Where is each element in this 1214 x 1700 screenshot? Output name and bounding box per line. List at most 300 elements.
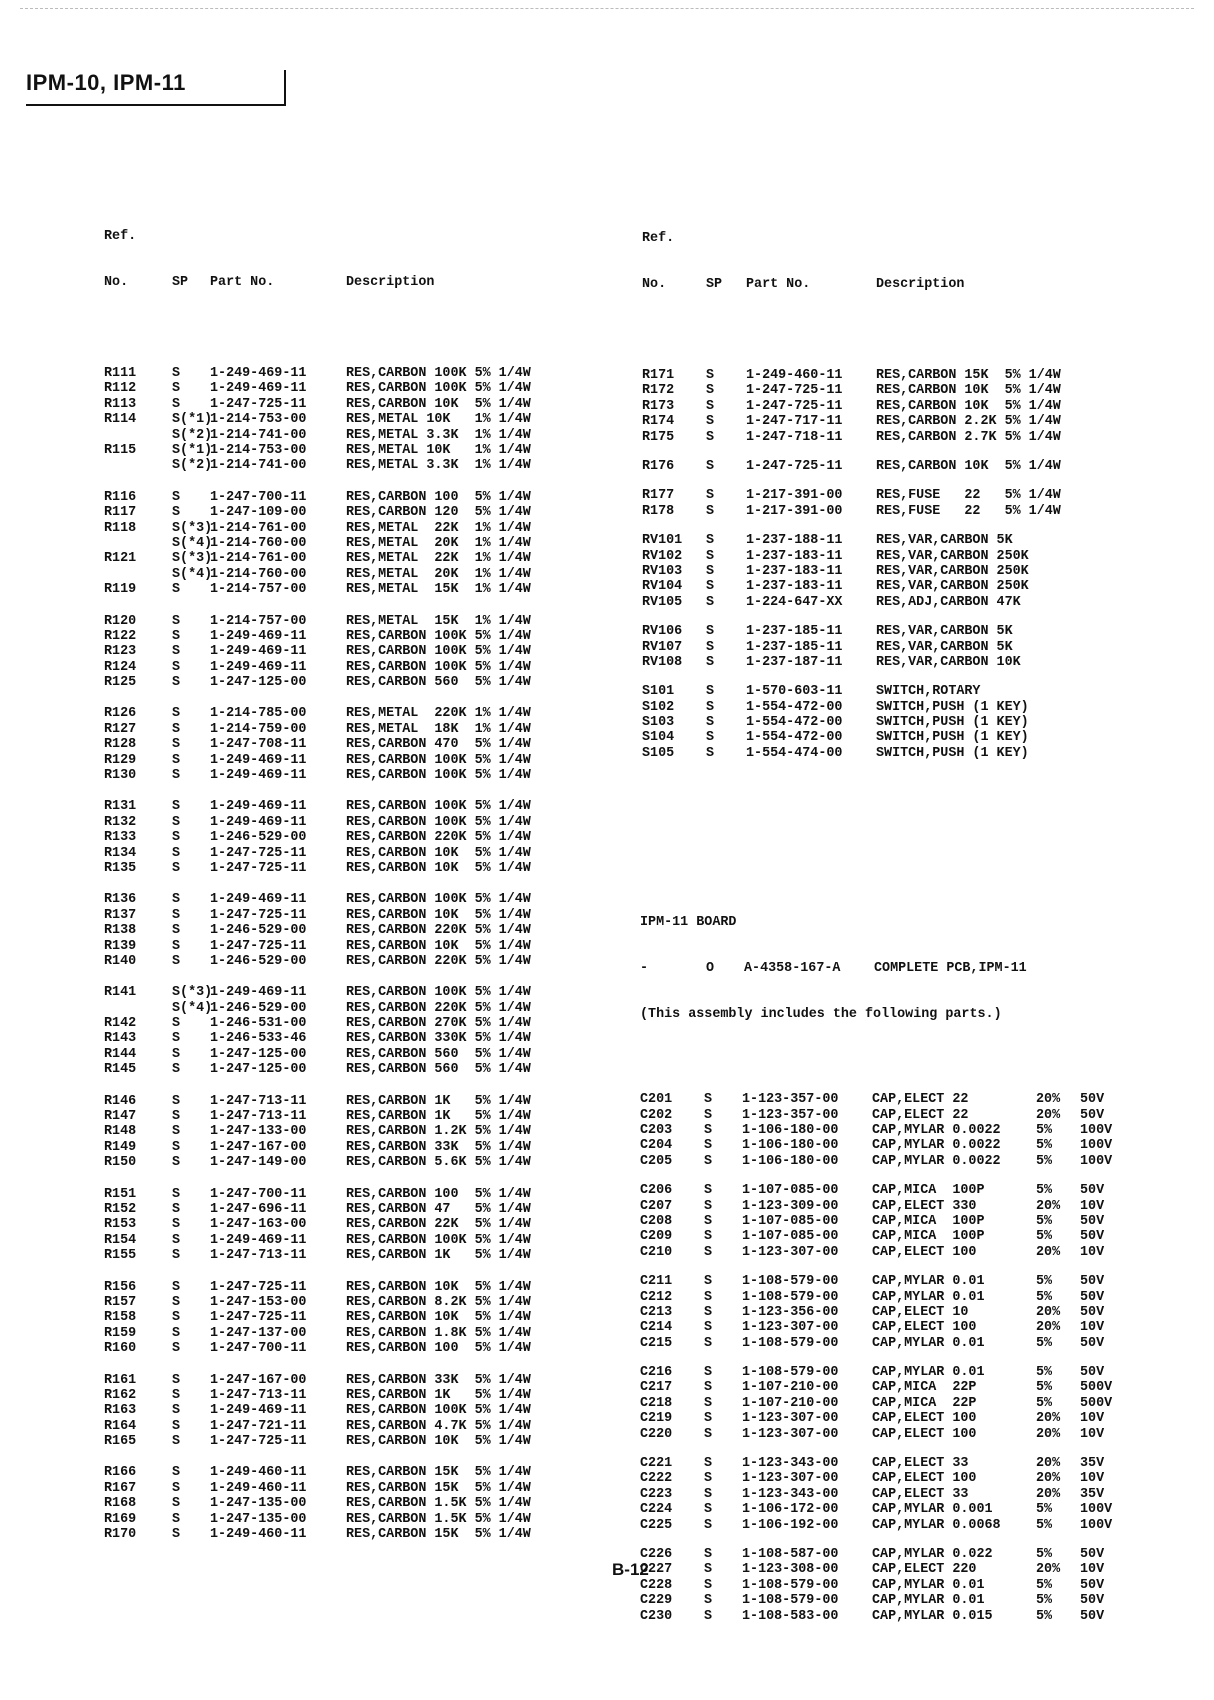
part-row — [104, 1480, 531, 1496]
description: RES,CARBON 1.5K 5% 1/4W — [346, 1496, 531, 1512]
sp: S — [706, 654, 715, 670]
description: RES,CARBON 2.2K 5% 1/4W — [876, 414, 1061, 430]
part-no: 1-214-757-00 — [210, 582, 307, 598]
part-no: 1-249-469-11 — [210, 628, 307, 644]
part-no: 1-247-713-11 — [210, 1387, 307, 1403]
ref-no: C213 — [640, 1304, 673, 1320]
parts-list-right — [642, 200, 1061, 777]
voltage: 100V — [1080, 1502, 1113, 1518]
part-row — [640, 1198, 1105, 1214]
description: RES,METAL 18K 1% 1/4W — [346, 721, 531, 737]
sp: S — [172, 644, 181, 660]
voltage: 10V — [1080, 1411, 1105, 1427]
description: RES,CARBON 220K 5% 1/4W — [346, 830, 531, 846]
voltage: 50V — [1080, 1183, 1105, 1199]
sp: S — [704, 1380, 713, 1396]
sp: S — [172, 938, 181, 954]
part-row — [104, 1310, 531, 1326]
part-no: 1-246-529-00 — [210, 1000, 307, 1016]
description: RES,CARBON 15K 5% 1/4W — [346, 1527, 531, 1543]
sp: S — [706, 715, 715, 731]
sp: S(*2) — [172, 458, 213, 474]
description: CAP,MYLAR 0.001 — [872, 1502, 993, 1518]
sp: S — [172, 1232, 181, 1248]
sp: S — [706, 579, 715, 595]
header-part: Part No. — [746, 277, 811, 293]
part-row — [640, 1304, 1105, 1320]
ref-no: C219 — [640, 1411, 673, 1427]
description: RES,CARBON 15K 5% 1/4W — [346, 1465, 531, 1481]
part-row — [104, 613, 531, 629]
sp: S — [172, 1403, 181, 1419]
description: RES,CARBON 10K 5% 1/4W — [346, 1279, 531, 1295]
description: RES,CARBON 560 5% 1/4W — [346, 675, 531, 691]
part-row — [640, 1593, 1105, 1609]
sp: S — [706, 368, 715, 384]
description: CAP,ELECT 330 — [872, 1198, 977, 1214]
description: RES,CARBON 470 5% 1/4W — [346, 737, 531, 753]
tolerance: 20% — [1036, 1107, 1061, 1123]
tolerance: 5% — [1036, 1123, 1053, 1139]
description: CAP,ELECT 22 — [872, 1107, 969, 1123]
voltage: 100V — [1080, 1123, 1113, 1139]
part-no: 1-237-188-11 — [746, 533, 843, 549]
tolerance: 5% — [1036, 1229, 1053, 1245]
sp: S — [706, 624, 715, 640]
part-row — [642, 579, 1029, 595]
header-desc: Description — [346, 275, 435, 291]
board-desc: COMPLETE PCB,IPM-11 — [874, 961, 1027, 977]
description: RES,CARBON 10K 5% 1/4W — [346, 1310, 531, 1326]
tolerance: 20% — [1036, 1486, 1061, 1502]
ref-no: C229 — [640, 1593, 673, 1609]
ref-no: R175 — [642, 429, 675, 445]
part-no: 1-108-587-00 — [742, 1547, 839, 1562]
description: RES,METAL 22K 1% 1/4W — [346, 551, 531, 567]
ref-no: C212 — [640, 1289, 673, 1305]
part-row — [640, 1274, 1105, 1290]
tolerance: 5% — [1036, 1183, 1053, 1199]
sp: S — [706, 639, 715, 655]
part-row — [642, 699, 1029, 715]
part-row — [642, 503, 1061, 519]
sp: S — [172, 1496, 181, 1512]
part-row — [642, 730, 1029, 746]
ref-no: R134 — [104, 845, 137, 861]
part-no: 1-108-579-00 — [742, 1274, 839, 1290]
description: CAP,MYLAR 0.01 — [872, 1289, 985, 1305]
ref-no: C224 — [640, 1502, 673, 1518]
part-row — [104, 737, 531, 753]
description: RES,CARBON 1K 5% 1/4W — [346, 1109, 531, 1125]
sp: S — [172, 752, 181, 768]
tolerance: 20% — [1036, 1198, 1061, 1214]
tolerance: 20% — [1036, 1411, 1061, 1427]
part-no: 1-106-192-00 — [742, 1517, 839, 1533]
part-no: 1-249-460-11 — [210, 1480, 307, 1496]
voltage: 10V — [1080, 1471, 1105, 1487]
description: CAP,MYLAR 0.01 — [872, 1335, 985, 1351]
sp: S — [172, 1310, 181, 1326]
sp: S — [704, 1547, 713, 1562]
part-no: 1-570-603-11 — [746, 684, 843, 700]
part-no: 1-123-356-00 — [742, 1304, 839, 1320]
description: RES,CARBON 100 5% 1/4W — [346, 1186, 531, 1202]
part-row — [642, 414, 1061, 430]
part-row — [104, 1031, 531, 1047]
part-row — [104, 1465, 531, 1481]
part-no: 1-247-700-11 — [210, 1341, 307, 1357]
tolerance: 20% — [1036, 1244, 1061, 1260]
part-no: 1-224-647-XX — [746, 594, 843, 610]
ref-no: R120 — [104, 613, 137, 629]
part-row — [104, 1139, 531, 1155]
ref-no: R171 — [642, 368, 675, 384]
ref-no: R140 — [104, 953, 137, 969]
description: CAP,ELECT 100 — [872, 1411, 977, 1427]
parts-list-left — [104, 198, 531, 1558]
part-row — [104, 505, 531, 521]
description: CAP,MYLAR 0.0068 — [872, 1517, 1001, 1533]
tolerance: 5% — [1036, 1274, 1053, 1290]
part-row — [104, 1046, 531, 1062]
part-no: 1-214-760-00 — [210, 566, 307, 582]
ref-no: R148 — [104, 1124, 137, 1140]
description: CAP,ELECT 22 — [872, 1092, 969, 1108]
voltage: 50V — [1080, 1608, 1105, 1624]
part-no: 1-249-469-11 — [210, 799, 307, 815]
part-row — [104, 520, 531, 536]
part-no: 1-247-713-11 — [210, 1248, 307, 1264]
tolerance: 5% — [1036, 1213, 1053, 1229]
description: SWITCH,PUSH (1 KEY) — [876, 730, 1029, 746]
tolerance: 5% — [1036, 1593, 1053, 1609]
ref-no: R170 — [104, 1527, 137, 1543]
part-row — [104, 1372, 531, 1388]
tolerance: 5% — [1036, 1517, 1053, 1533]
part-row — [640, 1471, 1105, 1487]
part-no: 1-214-761-00 — [210, 520, 307, 536]
part-row — [104, 644, 531, 660]
description: RES,CARBON 100 5% 1/4W — [346, 489, 531, 505]
part-no: 1-247-713-11 — [210, 1109, 307, 1125]
description: CAP,ELECT 33 — [872, 1456, 969, 1472]
part-no: 1-247-725-11 — [210, 845, 307, 861]
part-no: 1-107-210-00 — [742, 1380, 839, 1396]
ref-no: C209 — [640, 1229, 673, 1245]
description: CAP,MYLAR 0.01 — [872, 1365, 985, 1381]
part-row — [104, 675, 531, 691]
part-row — [640, 1502, 1113, 1518]
sp: S — [172, 721, 181, 737]
ref-no: R173 — [642, 398, 675, 414]
description: RES,CARBON 100K 5% 1/4W — [346, 892, 531, 908]
part-row — [640, 1123, 1113, 1139]
board-part: A-4358-167-A — [744, 961, 841, 977]
part-row — [640, 1320, 1105, 1336]
sp: S — [706, 684, 715, 700]
part-no: 1-123-307-00 — [742, 1320, 839, 1336]
tolerance: 20% — [1036, 1426, 1061, 1442]
ref-no: R166 — [104, 1465, 137, 1481]
part-row — [104, 1217, 531, 1233]
tolerance: 20% — [1036, 1320, 1061, 1336]
description: RES,CARBON 33K 5% 1/4W — [346, 1372, 531, 1388]
part-no: 1-214-741-00 — [210, 458, 307, 474]
description: RES,CARBON 100K 5% 1/4W — [346, 1232, 531, 1248]
description: CAP,MICA 100P — [872, 1229, 985, 1245]
part-row — [642, 684, 981, 700]
column-header-ref-right — [642, 231, 674, 246]
voltage: 50V — [1080, 1304, 1105, 1320]
description: CAP,MICA 100P — [872, 1183, 985, 1199]
ref-no: C210 — [640, 1244, 673, 1260]
sp: S — [706, 503, 715, 519]
sp: S — [704, 1107, 713, 1123]
sp: S — [172, 737, 181, 753]
part-row — [642, 458, 1061, 474]
part-no: 1-249-469-11 — [210, 752, 307, 768]
part-row — [104, 659, 531, 675]
ref-no: C211 — [640, 1274, 673, 1290]
header-ref: Ref. — [642, 230, 675, 246]
sp: S — [172, 830, 181, 846]
part-no: 1-247-708-11 — [210, 737, 307, 753]
part-row — [642, 429, 1061, 445]
sp: S — [706, 594, 715, 610]
part-row — [104, 458, 531, 474]
sp: S — [172, 1109, 181, 1125]
tolerance: 5% — [1036, 1547, 1053, 1562]
part-no: 1-237-183-11 — [746, 548, 843, 564]
ref-no: S102 — [642, 699, 675, 715]
description: RES,METAL 20K 1% 1/4W — [346, 566, 531, 582]
part-no: 1-247-725-11 — [210, 907, 307, 923]
description: RES,CARBON 100K 5% 1/4W — [346, 366, 531, 382]
description: RES,CARBON 22K 5% 1/4W — [346, 1217, 531, 1233]
sp: S — [704, 1365, 713, 1381]
ref-no: RV104 — [642, 579, 683, 595]
description: RES,CARBON 100K 5% 1/4W — [346, 644, 531, 660]
description: RES,CARBON 8.2K 5% 1/4W — [346, 1294, 531, 1310]
ref-no: R150 — [104, 1155, 137, 1171]
ref-no: R159 — [104, 1325, 137, 1341]
voltage: 100V — [1080, 1517, 1113, 1533]
ref-no: R151 — [104, 1186, 137, 1202]
sp: S — [704, 1486, 713, 1502]
part-row — [104, 427, 531, 443]
part-row — [640, 1107, 1105, 1123]
ref-no: R164 — [104, 1418, 137, 1434]
part-no: 1-247-721-11 — [210, 1418, 307, 1434]
part-no: 1-123-343-00 — [742, 1456, 839, 1472]
description: RES,METAL 22K 1% 1/4W — [346, 520, 531, 536]
header-no: No. — [104, 275, 129, 291]
header-sp: SP — [706, 277, 723, 293]
header-desc: Description — [876, 277, 965, 293]
part-row — [104, 489, 531, 505]
sp: S — [172, 381, 181, 397]
description: RES,CARBON 100K 5% 1/4W — [346, 799, 531, 815]
part-no: 1-247-725-11 — [746, 383, 843, 399]
voltage: 10V — [1080, 1198, 1105, 1214]
sp: S — [704, 1411, 713, 1427]
part-no: 1-247-137-00 — [210, 1325, 307, 1341]
part-row — [104, 1387, 531, 1403]
sp: S — [172, 845, 181, 861]
part-row — [104, 830, 531, 846]
ref-no: R121 — [104, 551, 137, 567]
sp: S(*2) — [172, 427, 213, 443]
part-row — [104, 907, 531, 923]
sp: S — [172, 860, 181, 876]
description: CAP,ELECT 220 — [872, 1562, 977, 1578]
ref-no: R178 — [642, 503, 675, 519]
part-no: 1-249-469-11 — [210, 768, 307, 784]
sp: S — [172, 396, 181, 412]
ref-no: R156 — [104, 1279, 137, 1295]
sp: S — [706, 398, 715, 414]
part-no: 1-123-343-00 — [742, 1486, 839, 1502]
ref-no: R114 — [104, 412, 137, 428]
sp: S — [706, 730, 715, 746]
description: RES,FUSE 22 5% 1/4W — [876, 503, 1061, 519]
part-row — [642, 488, 1061, 504]
description: RES,CARBON 270K 5% 1/4W — [346, 1016, 531, 1032]
description: RES,CARBON 10K 5% 1/4W — [346, 396, 531, 412]
part-no: 1-214-741-00 — [210, 427, 307, 443]
part-no: 1-108-579-00 — [742, 1289, 839, 1305]
tolerance: 5% — [1036, 1608, 1053, 1624]
description: RES,CARBON 100K 5% 1/4W — [346, 659, 531, 675]
description: RES,CARBON 10K 5% 1/4W — [346, 860, 531, 876]
ref-no: R129 — [104, 752, 137, 768]
description: RES,CARBON 1.2K 5% 1/4W — [346, 1124, 531, 1140]
voltage: 50V — [1080, 1365, 1105, 1381]
ref-no: R119 — [104, 582, 137, 598]
part-no: 1-247-125-00 — [210, 675, 307, 691]
part-row — [642, 639, 1013, 655]
ref-no: R124 — [104, 659, 137, 675]
header-no: No. — [642, 277, 667, 293]
sp: S — [706, 488, 715, 504]
sp: S(*4) — [172, 1000, 213, 1016]
part-row — [104, 1155, 531, 1171]
part-row — [640, 1411, 1105, 1427]
part-row — [104, 582, 531, 598]
description: CAP,ELECT 100 — [872, 1471, 977, 1487]
part-no: 1-217-391-00 — [746, 503, 843, 519]
part-row — [104, 1000, 531, 1016]
sp: S(*1) — [172, 412, 213, 428]
part-no: 1-108-579-00 — [742, 1335, 839, 1351]
part-row — [104, 1109, 531, 1125]
ref-no: C220 — [640, 1426, 673, 1442]
part-no: 1-554-474-00 — [746, 745, 843, 761]
part-row — [640, 1517, 1113, 1533]
tolerance: 5% — [1036, 1153, 1053, 1169]
part-no: 1-247-713-11 — [210, 1093, 307, 1109]
ref-no: R176 — [642, 458, 675, 474]
voltage: 50V — [1080, 1274, 1105, 1290]
part-row — [104, 923, 531, 939]
description: CAP,ELECT 33 — [872, 1486, 969, 1502]
part-no: 1-247-135-00 — [210, 1496, 307, 1512]
ref-no: R165 — [104, 1434, 137, 1450]
part-no: 1-246-529-00 — [210, 923, 307, 939]
tolerance: 5% — [1036, 1395, 1053, 1411]
description: RES,CARBON 33K 5% 1/4W — [346, 1139, 531, 1155]
ref-no: C226 — [640, 1547, 673, 1562]
ref-no: C203 — [640, 1123, 673, 1139]
part-row — [642, 654, 1021, 670]
part-no: 1-249-469-11 — [210, 381, 307, 397]
page-header — [26, 70, 286, 106]
part-row — [640, 1183, 1105, 1199]
sp: S — [706, 383, 715, 399]
description: CAP,MYLAR 0.01 — [872, 1577, 985, 1593]
ref-no: R130 — [104, 768, 137, 784]
sp: S — [704, 1244, 713, 1260]
ref-no: R126 — [104, 706, 137, 722]
tolerance: 20% — [1036, 1304, 1061, 1320]
part-no: 1-247-700-11 — [210, 489, 307, 505]
sp: S(*3) — [172, 551, 213, 567]
part-no: 1-123-307-00 — [742, 1411, 839, 1427]
sp: S — [704, 1426, 713, 1442]
sp: S — [704, 1304, 713, 1320]
sp: S — [704, 1577, 713, 1593]
description: RES,CARBON 100K 5% 1/4W — [346, 814, 531, 830]
description: RES,METAL 220K 1% 1/4W — [346, 706, 531, 722]
part-no: 1-123-307-00 — [742, 1244, 839, 1260]
description: CAP,MICA 100P — [872, 1213, 985, 1229]
description: RES,CARBON 10K 5% 1/4W — [346, 938, 531, 954]
part-no: 1-554-472-00 — [746, 730, 843, 746]
ref-no: C227 — [640, 1562, 673, 1578]
ref-no: R174 — [642, 414, 675, 430]
ref-no: C218 — [640, 1395, 673, 1411]
part-row — [640, 1289, 1105, 1305]
ref-no: R168 — [104, 1496, 137, 1512]
part-no: 1-247-725-11 — [210, 1434, 307, 1450]
sp: S — [704, 1593, 713, 1609]
ref-no: R125 — [104, 675, 137, 691]
voltage: 10V — [1080, 1244, 1105, 1260]
part-no: 1-247-163-00 — [210, 1217, 307, 1233]
sp: S — [172, 1202, 181, 1217]
ipm11-board-section — [640, 884, 1113, 1639]
ref-no: R154 — [104, 1232, 137, 1248]
description: RES,VAR,CARBON 10K — [876, 654, 1021, 670]
part-no: 1-247-700-11 — [210, 1186, 307, 1202]
ref-no: S105 — [642, 745, 675, 761]
description: RES,METAL 3.3K 1% 1/4W — [346, 427, 531, 443]
part-row — [642, 383, 1061, 399]
part-row — [104, 1325, 531, 1341]
sp: S — [172, 366, 181, 382]
ref-no: C221 — [640, 1456, 673, 1472]
ref-no: R167 — [104, 1480, 137, 1496]
voltage: 50V — [1080, 1593, 1105, 1609]
sp: S — [172, 1387, 181, 1403]
sp: S — [172, 1465, 181, 1481]
ref-no: R133 — [104, 830, 137, 846]
sp: S — [706, 548, 715, 564]
ref-no: C208 — [640, 1213, 673, 1229]
description: RES,CARBON 220K 5% 1/4W — [346, 1000, 531, 1016]
part-no: 1-123-307-00 — [742, 1426, 839, 1442]
